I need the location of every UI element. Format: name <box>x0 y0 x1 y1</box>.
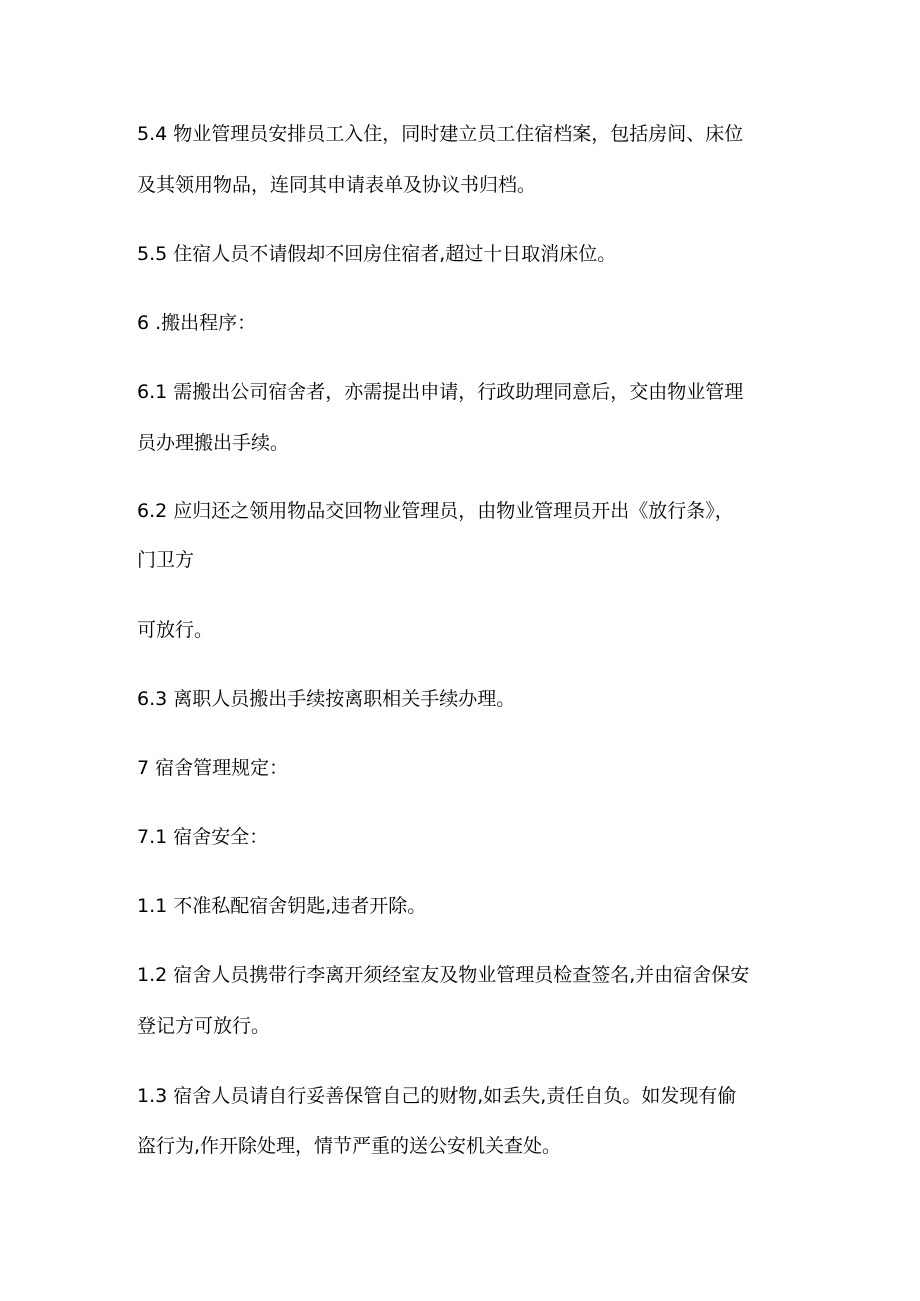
text-line-1-3: 1.3 宿舍人员请自行妥善保管自己的财物,如丢失,责任自负。如发现有偷 <box>137 1085 737 1107</box>
text-line-6-2-cont2: 可放行。 <box>137 619 214 641</box>
text-line-1-2-cont: 登记方可放行。 <box>137 1015 271 1037</box>
section-heading-6: 6 .搬出程序： <box>137 312 257 334</box>
text-line-6-2-cont: 门卫方 <box>137 549 195 571</box>
text-line-1-3-cont: 盗行为,作开除处理，情节严重的送公安机关查处。 <box>137 1135 562 1157</box>
text-line-6-1-cont: 员办理搬出手续。 <box>137 432 290 454</box>
text-line-1-1: 1.1 不准私配宿舍钥匙,违者开除。 <box>137 895 427 917</box>
text-line-6-3: 6.3 离职人员搬出手续按离职相关手续办理。 <box>137 688 516 710</box>
subsection-heading-7-1: 7.1 宿舍安全： <box>137 826 269 848</box>
text-line-1-2: 1.2 宿舍人员携带行李离开须经室友及物业管理员检查签名,并由宿舍保安 <box>137 964 750 986</box>
text-line-6-1: 6.1 需搬出公司宿舍者，亦需提出申请，行政助理同意后，交由物业管理 <box>137 381 744 403</box>
text-line-5-4-cont: 及其领用物品，连同其申请表单及协议书归档。 <box>137 174 537 196</box>
text-line-5-5: 5.5 住宿人员不请假却不回房住宿者,超过十日取消床位。 <box>137 243 617 265</box>
text-line-5-4: 5.4 物业管理员安排员工入住，同时建立员工住宿档案，包括房间、床位 <box>137 123 744 145</box>
text-line-6-2: 6.2 应归还之领用物品交回物业管理员，由物业管理员开出《放行条》， <box>137 500 734 522</box>
section-heading-7: 7 宿舍管理规定： <box>137 757 289 779</box>
